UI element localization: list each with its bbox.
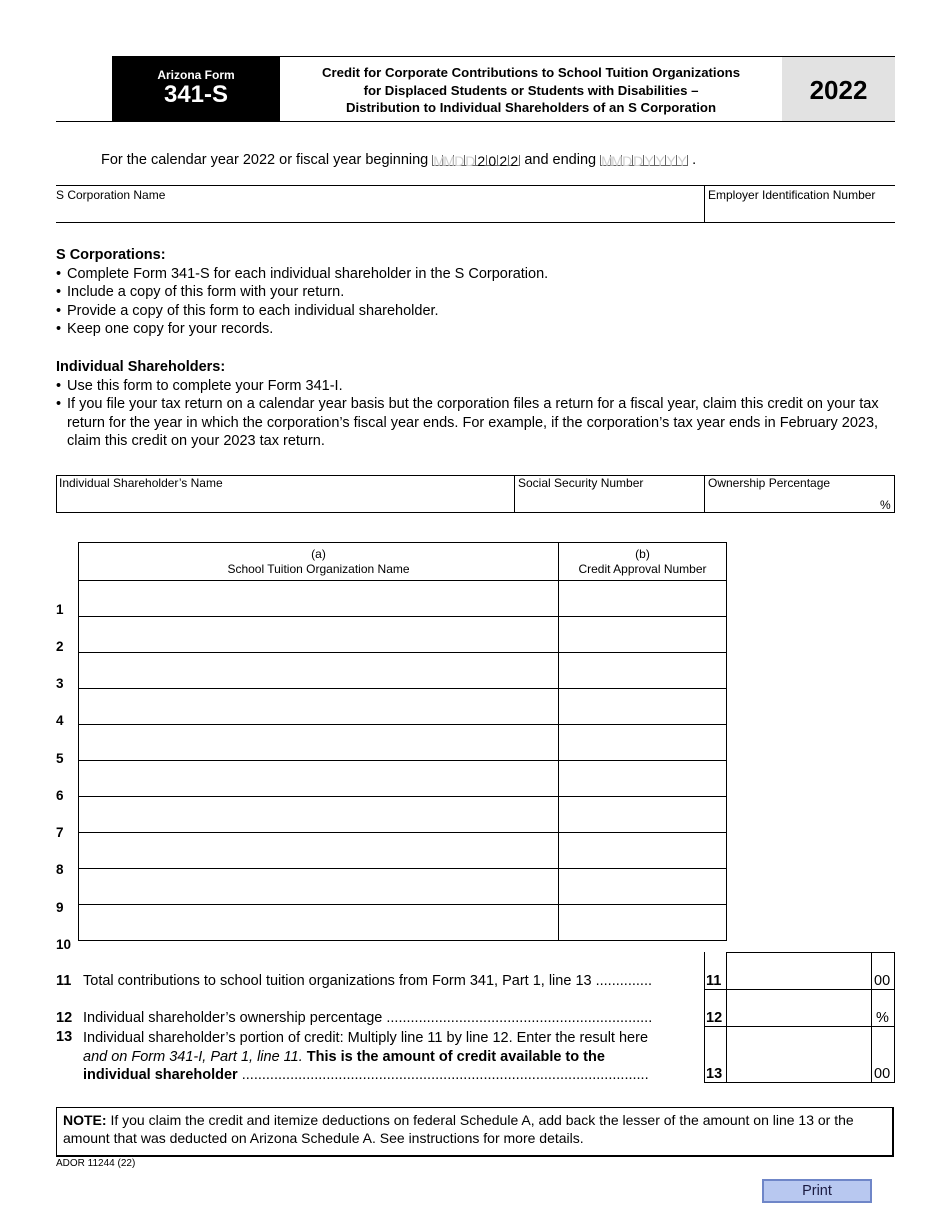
shareholder-instructions xyxy=(56,358,896,451)
line-11-cents: 00 xyxy=(874,973,891,989)
table-row xyxy=(79,905,727,941)
line-number: 9 xyxy=(56,900,64,915)
line-12-pct-symbol: % xyxy=(876,1010,889,1026)
shareholder-name-label: Individual Shareholder’s Name xyxy=(59,476,223,490)
ownership-pct-input[interactable] xyxy=(708,492,878,510)
line-13-text: Individual shareholder’s portion of credit: Multiply line 11 by line 12. Enter the result here and on Form 341-I, Part 1, line 11. This is the amount of credit available to the individual shareholder ..................................................................................................... xyxy=(83,1030,649,1083)
ssn-input[interactable] xyxy=(518,492,700,510)
corp-row-top-border xyxy=(56,185,895,186)
line-number: 3 xyxy=(56,676,64,691)
table-row xyxy=(79,653,727,689)
s-corp-bullet: • Keep one copy for your records. xyxy=(56,320,896,339)
line-number: 7 xyxy=(56,825,64,840)
table-row xyxy=(79,869,727,905)
approval-number-input[interactable] xyxy=(559,797,727,833)
line-number: 5 xyxy=(56,751,64,766)
ssn-label: Social Security Number xyxy=(518,476,644,490)
org-name-input[interactable] xyxy=(79,869,559,905)
shareholder-bullet: • If you file your tax return on a calendar year basis but the corporation files a return for a fiscal year, claim this credit on your tax return for the year in which the corporation’s fiscal year ends. For example, if the corporation’s tax year ends in February 2023, claim this credit on your 2023 tax return. xyxy=(56,395,896,451)
shareholder-row-divider xyxy=(514,475,515,513)
table-row xyxy=(79,797,727,833)
shareholder-row-divider xyxy=(704,475,705,513)
approval-number-input[interactable] xyxy=(559,617,727,653)
note-text: If you claim the credit and itemize deductions on federal Schedule A, add back the lesser of the amount on line 13 or the amount that was deducted on Arizona Schedule A. See instructions for more details. xyxy=(63,1112,854,1146)
fiscal-end-date-input[interactable]: MMDDY Y Y Y xyxy=(601,153,687,169)
col-a-header: (a) School Tuition Organization Name xyxy=(79,543,559,581)
org-name-input[interactable] xyxy=(79,797,559,833)
table-row xyxy=(79,689,727,725)
corp-row-divider xyxy=(704,185,705,223)
form-title-line-3: Distribution to Individual Shareholders of an S Corporation xyxy=(346,100,716,115)
s-corp-heading: S Corporations: xyxy=(56,247,166,263)
org-name-input[interactable] xyxy=(79,905,559,941)
org-name-input[interactable] xyxy=(79,653,559,689)
s-corp-bullet: • Complete Form 341-S for each individual shareholder in the S Corporation. xyxy=(56,265,896,284)
header-divider xyxy=(56,121,895,122)
line-11-amount-input[interactable] xyxy=(728,956,868,988)
col-b-header: (b) Credit Approval Number xyxy=(559,543,727,581)
form-title-line-1: Credit for Corporate Contributions to School Tuition Organizations xyxy=(321,65,741,80)
form-label: Arizona Form xyxy=(157,68,235,82)
fiscal-begin-date-input[interactable]: MMDD 2 0 2 2 xyxy=(432,152,520,166)
line-number: 1 xyxy=(56,602,64,617)
line-13-amount-input[interactable] xyxy=(728,1030,868,1078)
period-line xyxy=(101,152,696,168)
form-id-block xyxy=(112,56,280,122)
form-number: 341-S xyxy=(163,81,229,108)
table-row xyxy=(79,581,727,617)
pct-symbol: % xyxy=(880,498,891,512)
line-number: 6 xyxy=(56,788,64,803)
corp-name-input[interactable] xyxy=(56,203,702,221)
line-13-cents: 00 xyxy=(874,1066,891,1082)
s-corp-bullet: • Provide a copy of this form to each individual shareholder. xyxy=(56,302,896,321)
corp-name-label: S Corporation Name xyxy=(56,188,166,202)
org-name-input[interactable] xyxy=(79,725,559,761)
form-title xyxy=(280,56,782,121)
approval-number-input[interactable] xyxy=(559,833,727,869)
line-11-text: Total contributions to school tuition organizations from Form 341, Part 1, line 13 .............. xyxy=(83,973,652,989)
table-header-row xyxy=(79,543,727,581)
line-number: 2 xyxy=(56,639,64,654)
ein-input[interactable] xyxy=(708,203,893,221)
line-12-text: Individual shareholder’s ownership percentage .................................................................. xyxy=(83,1010,653,1026)
organizations-table xyxy=(78,542,727,941)
period-suffix: . xyxy=(692,152,697,168)
ownership-pct-label: Ownership Percentage xyxy=(708,476,831,490)
s-corp-instructions xyxy=(56,246,896,339)
line-12-percentage-input[interactable] xyxy=(728,993,868,1025)
corp-row-bottom-border xyxy=(56,222,895,223)
period-prefix: For the calendar year 2022 or fiscal year beginning xyxy=(101,152,429,168)
approval-number-input[interactable] xyxy=(559,761,727,797)
note-box xyxy=(56,1107,894,1157)
table-row xyxy=(79,833,727,869)
approval-number-input[interactable] xyxy=(559,725,727,761)
org-name-input[interactable] xyxy=(79,581,559,617)
form-code: ADOR 11244 (22) xyxy=(56,1158,136,1169)
org-name-input[interactable] xyxy=(79,689,559,725)
approval-number-input[interactable] xyxy=(559,905,727,941)
line-number: 10 xyxy=(56,937,72,952)
table-row xyxy=(79,761,727,797)
approval-number-input[interactable] xyxy=(559,581,727,617)
shareholder-heading: Individual Shareholders: xyxy=(56,359,226,375)
approval-number-input[interactable] xyxy=(559,869,727,905)
line-number: 4 xyxy=(56,713,64,728)
line-12-box-number: 12 xyxy=(706,1010,723,1026)
line-11-box-number: 11 xyxy=(706,973,722,989)
shareholder-name-input[interactable] xyxy=(58,492,510,510)
table-row xyxy=(79,617,727,653)
note-label: NOTE: xyxy=(63,1112,107,1128)
line-number: 8 xyxy=(56,862,64,877)
form-title-line-2: for Displaced Students or Students with Disabilities – xyxy=(363,82,699,98)
period-middle: and ending xyxy=(524,152,597,168)
shareholder-bullet: • Use this form to complete your Form 341-I. xyxy=(56,377,896,396)
approval-number-input[interactable] xyxy=(559,653,727,689)
ein-label: Employer Identification Number xyxy=(708,188,876,202)
line-13-box-number: 13 xyxy=(706,1066,723,1082)
tax-year: 2022 xyxy=(782,56,895,122)
line-11-number: 11 xyxy=(56,973,72,989)
s-corp-bullet: • Include a copy of this form with your return. xyxy=(56,283,896,302)
print-button[interactable]: Print xyxy=(762,1179,872,1203)
org-name-input[interactable] xyxy=(79,617,559,653)
org-name-input[interactable] xyxy=(79,761,559,797)
approval-number-input[interactable] xyxy=(559,689,727,725)
table-row xyxy=(79,725,727,761)
org-name-input[interactable] xyxy=(79,833,559,869)
line-13-number: 13 xyxy=(56,1029,73,1045)
line-12-number: 12 xyxy=(56,1010,73,1026)
